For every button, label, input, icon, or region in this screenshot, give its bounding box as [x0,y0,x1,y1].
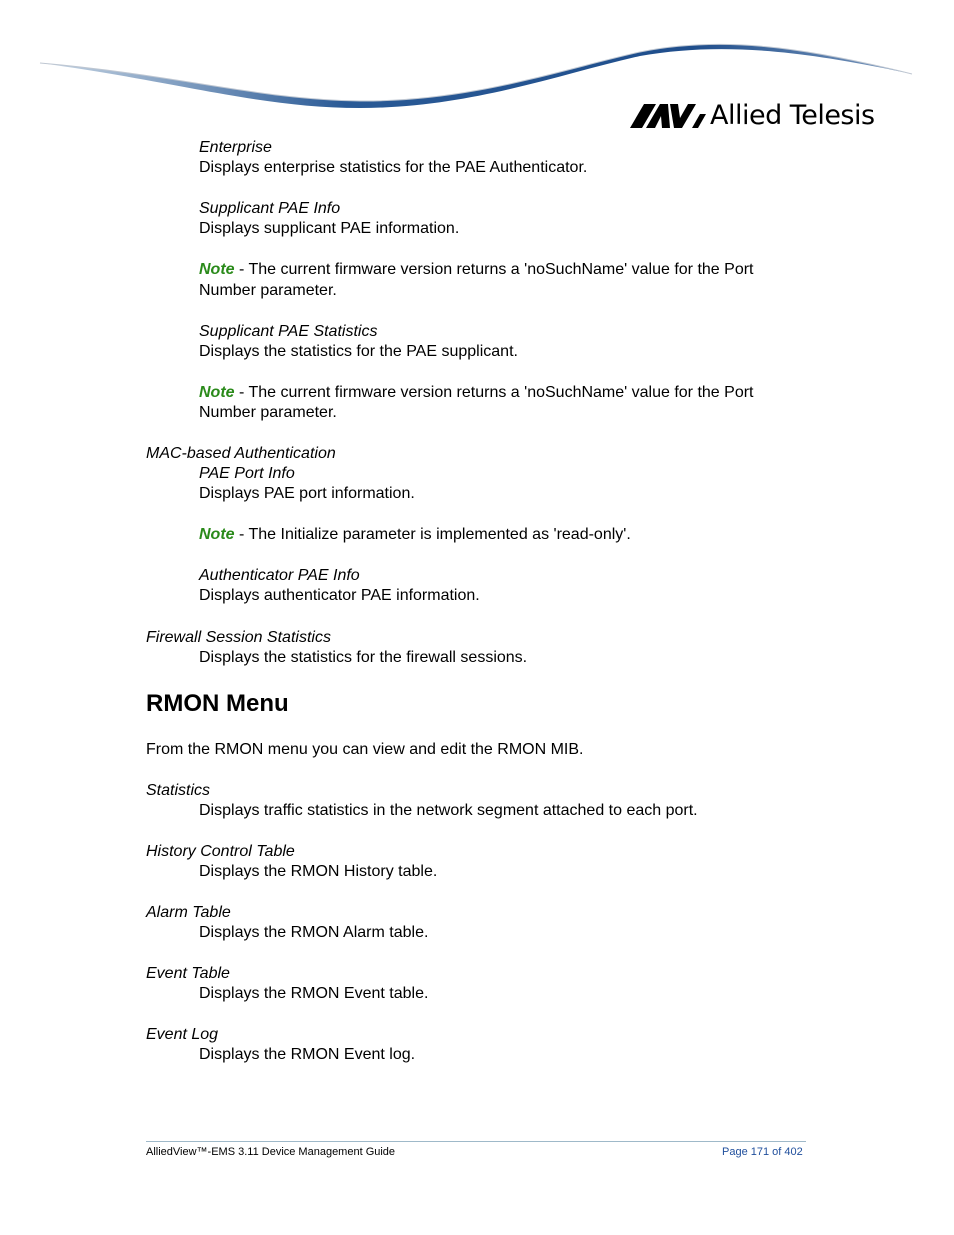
pae-port-info-title: PAE Port Info [199,465,295,482]
rmon-item-desc: Displays the RMON Alarm table. [199,924,429,941]
firewall-session-statistics-desc: Displays the statistics for the firewall sessions. [199,649,528,666]
footer-page-number: Page 171 of 402 [722,1146,803,1158]
supplicant-pae-info-title: Supplicant PAE Info [199,200,341,217]
brand-name: Allied Telesis [710,100,875,131]
rmon-intro: From the RMON menu you can view and edit the RMON MIB. [146,741,584,758]
note-label: Note [199,261,235,278]
rmon-item-desc: Displays traffic statistics in the network segment attached to each port. [199,802,698,819]
firewall-session-statistics-title: Firewall Session Statistics [146,629,331,646]
authenticator-pae-info-desc: Displays authenticator PAE information. [199,587,480,604]
enterprise-title: Enterprise [199,139,272,156]
rmon-item-title: Alarm Table [146,904,231,921]
note-text: - The current firmware version returns a 'noSuchName' value for the Port [234,384,754,401]
rmon-item-title: Event Log [146,1026,219,1043]
supplicant-pae-statistics-title: Supplicant PAE Statistics [199,323,378,340]
authenticator-pae-info-title: Authenticator PAE Info [199,567,360,584]
supplicant-pae-statistics-note-cont: Number parameter. [199,404,337,421]
note-label: Note [199,384,235,401]
rmon-menu-heading: RMON Menu [146,690,289,717]
supplicant-pae-info-note [199,260,753,280]
pae-port-info-note [199,525,631,545]
pae-port-info-desc: Displays PAE port information. [199,485,415,502]
note-text: - The Initialize parameter is implemented as 'read-only'. [234,526,631,543]
footer-doc-title: AlliedView™-EMS 3.11 Device Management Guide [146,1146,396,1158]
supplicant-pae-statistics-note [199,383,753,403]
rmon-item-title: Event Table [146,965,230,982]
supplicant-pae-info-desc: Displays supplicant PAE information. [199,220,460,237]
note-text: - The current firmware version returns a 'noSuchName' value for the Port [234,261,754,278]
note-label: Note [199,526,235,543]
allied-telesis-logo [630,100,875,136]
footer-divider [146,1141,806,1142]
mac-based-auth-title: MAC-based Authentication [146,445,336,462]
supplicant-pae-statistics-desc: Displays the statistics for the PAE supplicant. [199,343,518,360]
rmon-item-title: History Control Table [146,843,295,860]
enterprise-desc: Displays enterprise statistics for the PAE Authenticator. [199,159,588,176]
rmon-item-desc: Displays the RMON Event log. [199,1046,416,1063]
rmon-item-title: Statistics [146,782,211,799]
rmon-item-desc: Displays the RMON Event table. [199,985,429,1002]
rmon-item-desc: Displays the RMON History table. [199,863,438,880]
logo-mark-icon [630,104,706,128]
supplicant-pae-info-note-cont: Number parameter. [199,282,337,299]
